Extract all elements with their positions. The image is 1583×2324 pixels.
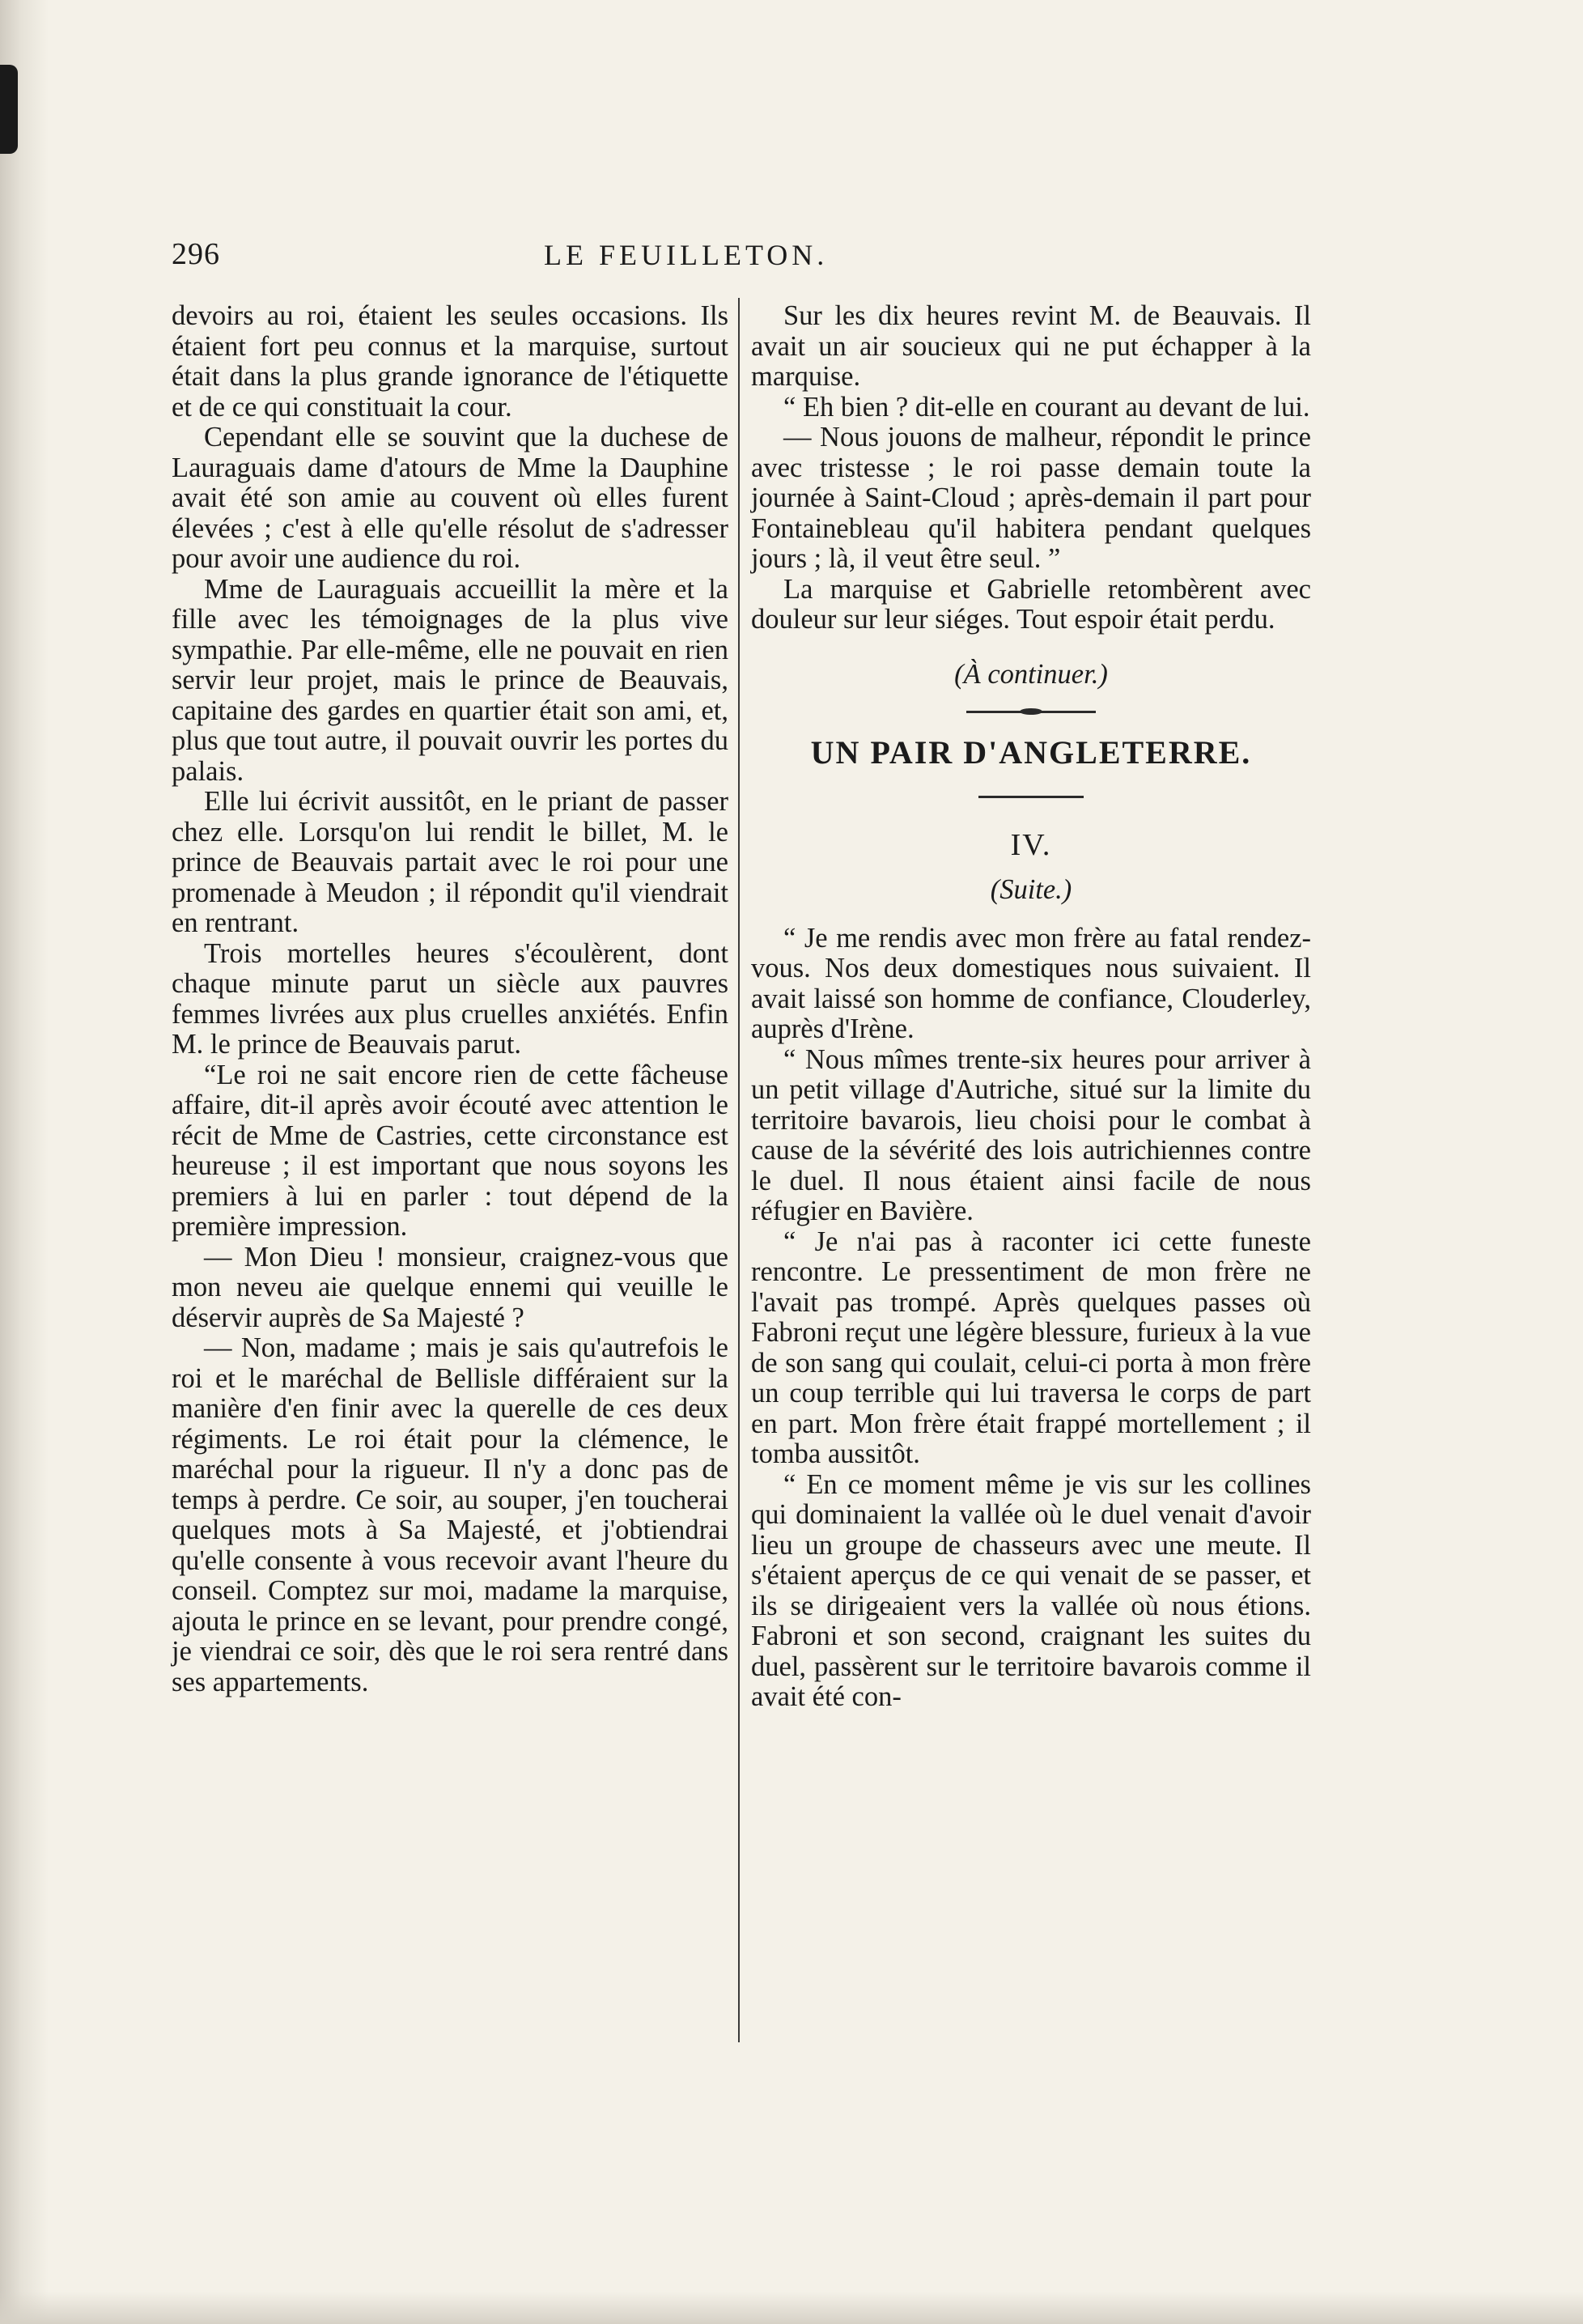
running-title: LE FEUILLETON. (544, 239, 829, 271)
left-column (172, 301, 728, 1697)
paragraph: Elle lui écrivit aussitôt, en le priant de passer chez elle. Lorsqu'on lui rendit le billet, M. le prince de Beauvais partait avec le roi pour une promenade à Meudon ; il répondit qu'il viendrait en rentrant. (172, 786, 728, 938)
paragraph: — Mon Dieu ! monsieur, craignez-vous que mon neveu aie quelque ennemi qui veuille le déservir auprès de Sa Majesté ? (172, 1241, 728, 1333)
title-rule (978, 796, 1084, 798)
paragraph: La marquise et Gabrielle retombèrent avec douleur sur leur siéges. Tout espoir était perdu. (751, 573, 1311, 635)
page-edge-shadow (0, 0, 49, 2324)
paragraph: Mme de Lauraguais accueillit la mère et la fille avec les témoignages de la plus vive sympathie. Par elle-même, elle ne pouvait en rien servir leur projet, mais le prince de Beauvais, capitaine des gardes en quartier était son ami, et, plus que tout autre, il pouvait ouvrir les portes du palais. (172, 573, 728, 787)
right-column (751, 301, 1311, 1713)
continuation-note: (À continuer.) (954, 658, 1108, 690)
paragraph: “ Eh bien ? dit-elle en courant au devant de lui. (783, 391, 1310, 423)
column-divider (738, 298, 740, 2042)
paragraph: “ Je me rendis avec mon frère au fatal rendez-vous. Nos deux domestiques nous suivaient. Il avait laissé son homme de confiance, Clouderley, auprès d'Irène. (751, 922, 1311, 1044)
chapter-number: IV. (1010, 827, 1052, 862)
chapter-subtitle: (Suite.) (990, 874, 1072, 905)
bottom-edge-shadow (0, 2292, 1583, 2324)
paragraph: “ En ce moment même je vis sur les collines qui dominaient la vallée où le duel venait d'avoir lieu un groupe de chasseurs avec une meute. Il s'étaient aperçus de ce qui venait de se passer, et ils se dirigeaient vers la vallée où nous étions. Fabroni et son second, craignant les suites du duel, passèrent sur le territoire bavarois comme il avait été con- (751, 1468, 1311, 1712)
paragraph: “ Je n'ai pas à raconter ici cette funeste rencontre. Le pressentiment de mon frère ne l'avait pas trompé. Après quelques passes où Fabroni reçut une légère blessure, furieux à la vue de son sang qui coulait, celui-ci porta à mon frère un coup terrible qui lui traversa le corps de part en part. Mon frère était frappé mortellement ; il tomba aussitôt. (751, 1226, 1311, 1469)
section-ornament-rule (966, 711, 1096, 713)
page-number: 296 (172, 237, 220, 271)
article-title: UN PAIR D'ANGLETERRE. (810, 734, 1252, 771)
paragraph: — Nous jouons de malheur, répondit le prince avec tristesse ; le roi passe demain toute la journée à Saint-Cloud ; après-demain il part pour Fontainebleau qu'il habitera pendant quelques jours ; là, il veut être seul. ” (751, 422, 1311, 574)
paragraph: Trois mortelles heures s'écoulèrent, dont chaque minute parut un siècle aux pauvres femmes livrées aux plus cruelles anxiétés. Enfin M. le prince de Beauvais parut. (172, 937, 728, 1060)
paragraph: — Non, madame ; mais je sais qu'autrefois le roi et le maréchal de Bellisle différaient sur la manière d'en finir avec la querelle de ces deux régiments. Le roi était pour la clémence, le maréchal pour la rigueur. Il n'y a donc pas de temps à perdre. Ce soir, au souper, j'en toucherai quelques mots à Sa Majesté, et j'obtiendrai qu'elle consente à vous recevoir avant l'heure du conseil. Comptez sur moi, madame la marquise, ajouta le prince en se levant, pour prendre congé, je viendrai ce soir, dès que le roi sera rentré dans ses appartements. (172, 1332, 728, 1697)
paragraph: devoirs au roi, étaient les seules occasions. Ils étaient fort peu connus et la marquise, surtout était dans la plus grande ignorance de l'étiquette et de ce qui constituait la cour. (172, 300, 728, 423)
binding-mark (0, 65, 18, 154)
paragraph: “ Nous mîmes trente-six heures pour arriver à un petit village d'Autriche, situé sur la limite du territoire bavarois, lieu choisi pour le combat à cause de la sévérité des lois autrichiennes contre le duel. Il nous étaient ainsi facile de nous réfugier en Bavière. (751, 1043, 1311, 1226)
paragraph: Sur les dix heures revint M. de Beauvais. Il avait un air soucieux qui ne put échapper à la marquise. (751, 300, 1311, 392)
page-header (172, 236, 1288, 285)
paragraph: Cependant elle se souvint que la duchese de Lauraguais dame d'atours de Mme la Dauphine avait été son amie au couvent où elles furent élevées ; c'est à elle qu'elle résolut de s'adresser pour avoir une audience du roi. (172, 422, 728, 574)
paragraph: “Le roi ne sait encore rien de cette fâcheuse affaire, dit-il après avoir écouté avec attention le récit de Mme de Castries, cette circonstance est heureuse ; il est important que nous soyons les premiers à lui en parler : tout dépend de la première impression. (172, 1059, 728, 1242)
